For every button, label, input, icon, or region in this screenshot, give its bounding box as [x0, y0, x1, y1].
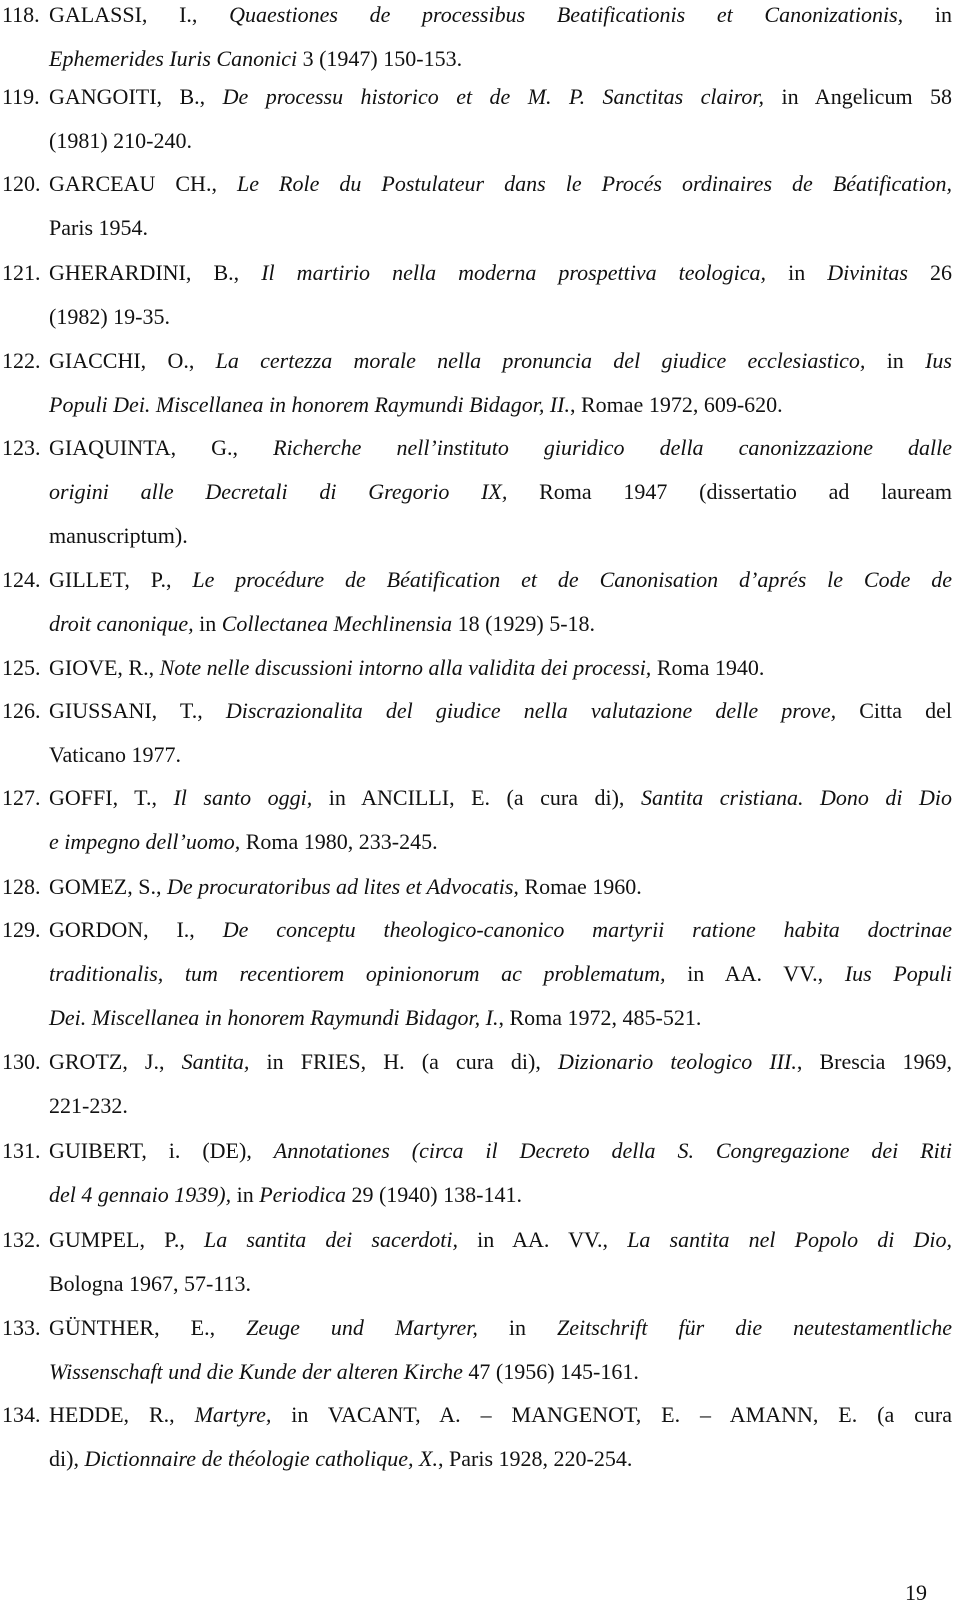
citation-text: in [477, 1315, 558, 1340]
citation-text: in AA. VV., [457, 1227, 628, 1252]
entry-line [49, 611, 952, 637]
entry-line [49, 1005, 952, 1031]
entry-line [2, 874, 952, 900]
entry-line [2, 1227, 952, 1253]
italic-title-text: Le procédure de Béatification et de Canonisation d’aprés le Code de [192, 567, 953, 592]
entry-line [49, 215, 952, 241]
citation-text: Bologna 1967, 57-113. [49, 1271, 252, 1296]
italic-title-text: Populi Dei. Miscellanea in honorem Raymundi Bidagor, II. [49, 392, 570, 417]
entry-line [49, 392, 952, 418]
entry-number: 129. [2, 917, 41, 942]
citation-text: Romae 1960. [518, 874, 642, 899]
citation-text: , Brescia 1969, [796, 1049, 953, 1074]
citation-text: in [766, 260, 828, 285]
italic-title-text: Santita cristiana. Dono di Dio [640, 785, 953, 810]
entry-number: 127. [2, 785, 41, 810]
italic-title-text: traditionalis, tum recentiorem opinionorum ac problematum, [49, 961, 666, 986]
entry-line [2, 348, 952, 374]
entry-number: 125. [2, 655, 41, 680]
citation-text: GORDON, I., [49, 917, 223, 942]
italic-title-text: Dei. Miscellanea in honorem Raymundi Bidagor, I. [49, 1005, 499, 1030]
citation-text: 26 [907, 260, 952, 285]
italic-title-text: La certezza morale nella pronuncia del giudice ecclesiastico, [215, 348, 866, 373]
citation-text: GUIBERT, i. (DE), [49, 1138, 274, 1163]
entry-number: 124. [2, 567, 41, 592]
citation-text: in VACANT, A. – MANGENOT, E. – AMANN, E. (a cura [271, 1402, 952, 1427]
entry-line [49, 1271, 952, 1297]
italic-title-text: droit canonique, [49, 611, 194, 636]
entry-line [2, 917, 952, 943]
entry-number: 126. [2, 698, 41, 723]
citation-text: in [193, 611, 222, 636]
italic-title-text: Santita, [181, 1049, 250, 1074]
citation-text: GIOVE, R., [49, 655, 160, 680]
citation-text: Paris 1954. [49, 215, 148, 240]
citation-text: GIAQUINTA, G., [49, 435, 274, 460]
citation-text: 47 (1956) 145-161. [462, 1359, 639, 1384]
entry-number: 122. [2, 348, 41, 373]
entry-line [49, 1359, 952, 1385]
italic-title-text: Le Role du Postulateur dans le Procés ordinaires de Béatification, [236, 171, 952, 196]
page-number: 19 [905, 1580, 927, 1605]
entry-number: 121. [2, 260, 41, 285]
entry-line [2, 1049, 952, 1075]
italic-title-text: De conceptu theologico-canonico martyrii ratione habita doctrinae [222, 917, 952, 942]
citation-text: 18 (1929) 5-18. [452, 611, 596, 636]
citation-text: in FRIES, H. (a cura di), [249, 1049, 558, 1074]
entry-line [49, 961, 952, 987]
italic-title-text: Ius [925, 348, 952, 373]
entry-number: 120. [2, 171, 41, 196]
entry-number: 128. [2, 874, 41, 899]
entry-line [49, 128, 952, 154]
citation-text: 221-232. [49, 1093, 128, 1118]
italic-title-text: origini alle Decretali di Gregorio IX, [49, 479, 508, 504]
citation-text: Roma 1947 (dissertatio ad lauream [507, 479, 952, 504]
citation-text: (1981) 210-240. [49, 128, 192, 153]
entry-line [2, 84, 952, 110]
citation-text: Roma 1940. [651, 655, 765, 680]
italic-title-text: del 4 gennaio 1939), [49, 1182, 232, 1207]
italic-title-text: Dictionnaire de théologie catholique, X. [84, 1446, 438, 1471]
italic-title-text: De processu historico et de M. P. Sanctitas clairor, [222, 84, 765, 109]
entry-line [2, 171, 952, 197]
entry-number: 119. [2, 84, 40, 109]
entry-line [2, 260, 952, 286]
entry-number: 118. [2, 2, 40, 27]
entry-line [49, 46, 952, 72]
entry-line [49, 742, 952, 768]
italic-title-text: e impegno dell’uomo, [49, 829, 241, 854]
citation-text: HEDDE, R., [49, 1402, 195, 1427]
entry-line [2, 655, 952, 681]
entry-line [2, 1402, 952, 1428]
citation-text: , Roma 1972, 485-521. [498, 1005, 702, 1030]
entry-line [49, 479, 952, 505]
citation-text: GÜNTHER, E., [49, 1315, 247, 1340]
citation-text: GILLET, P., [49, 567, 193, 592]
citation-text: GIUSSANI, T., [49, 698, 226, 723]
italic-title-text: Divinitas [827, 260, 908, 285]
entry-number: 130. [2, 1049, 41, 1074]
citation-text: GOMEZ, S., [49, 874, 167, 899]
italic-title-text: La santita nel Popolo di Dio, [627, 1227, 952, 1252]
citation-text: , Paris 1928, 220-254. [438, 1446, 633, 1471]
italic-title-text: Richerche nell’instituto giuridico della canonizzazione dalle [273, 435, 953, 460]
citation-text: GIACCHI, O., [49, 348, 216, 373]
citation-text: in [903, 2, 952, 27]
italic-title-text: Zeitschrift für die neutestamentliche [557, 1315, 952, 1340]
italic-title-text: Dizionario teologico III. [557, 1049, 797, 1074]
entry-number: 123. [2, 435, 41, 460]
entry-number: 131. [2, 1138, 41, 1163]
entry-line [2, 435, 952, 461]
citation-text: in AA. VV., [665, 961, 845, 986]
citation-text: GALASSI, I., [49, 2, 230, 27]
citation-text: , Romae 1972, 609-620. [570, 392, 783, 417]
citation-text: in [231, 1182, 260, 1207]
italic-title-text: Collectanea Mechlinensia [221, 611, 453, 636]
entry-number: 134. [2, 1402, 41, 1427]
citation-text: 29 (1940) 138-141. [345, 1182, 522, 1207]
citation-text: GUMPEL, P., [49, 1227, 204, 1252]
entry-line [49, 1093, 952, 1119]
entry-line [2, 2, 952, 28]
entry-line [49, 1182, 952, 1208]
citation-text: Vaticano 1977. [49, 742, 181, 767]
citation-text: GANGOITI, B., [49, 84, 223, 109]
entry-line [2, 785, 952, 811]
citation-text: in [865, 348, 926, 373]
entry-line [2, 1138, 952, 1164]
citation-text: in Angelicum 58 [764, 84, 952, 109]
italic-title-text: La santita dei sacerdoti, [204, 1227, 458, 1252]
citation-text: 3 (1947) 150-153. [297, 46, 463, 71]
citation-text: GOFFI, T., [49, 785, 174, 810]
italic-title-text: Discrazionalita del giudice nella valutazione delle prove, [225, 698, 837, 723]
entry-line [2, 698, 952, 724]
citation-text: Roma 1980, 233-245. [240, 829, 438, 854]
entry-line [49, 829, 952, 855]
italic-title-text: Zeuge und Martyrer, [246, 1315, 478, 1340]
citation-text: Citta del [836, 698, 952, 723]
entry-line [49, 304, 952, 330]
italic-title-text: Periodica [259, 1182, 346, 1207]
italic-title-text: Martyre, [194, 1402, 272, 1427]
citation-text: GARCEAU CH., [49, 171, 237, 196]
italic-title-text: Il martirio nella moderna prospettiva teologica, [261, 260, 767, 285]
italic-title-text: Ephemerides Iuris Canonici [49, 46, 298, 71]
entry-number: 133. [2, 1315, 41, 1340]
citation-text: GROTZ, J., [49, 1049, 182, 1074]
italic-title-text: De procuratoribus ad lites et Advocatis, [166, 874, 519, 899]
italic-title-text: Quaestiones de processibus Beatificationis et Canonizationis, [229, 2, 904, 27]
entry-line [2, 1315, 952, 1341]
entry-number: 132. [2, 1227, 41, 1252]
citation-text: manuscriptum). [49, 523, 188, 548]
italic-title-text: Il santo oggi, [173, 785, 313, 810]
citation-text: GHERARDINI, B., [49, 260, 262, 285]
italic-title-text: Annotationes (circa il Decreto della S. Congregazione dei Riti [273, 1138, 953, 1163]
citation-text: (1982) 19-35. [49, 304, 170, 329]
italic-title-text: Note nelle discussioni intorno alla validita dei processi, [159, 655, 652, 680]
entry-line [49, 523, 952, 549]
citation-text: in ANCILLI, E. (a cura di), [312, 785, 641, 810]
entry-line [2, 567, 952, 593]
citation-text: di), [49, 1446, 85, 1471]
italic-title-text: Wissenschaft und die Kunde der alteren Kirche [49, 1359, 463, 1384]
italic-title-text: Ius Populi [844, 961, 952, 986]
entry-line [49, 1446, 952, 1472]
